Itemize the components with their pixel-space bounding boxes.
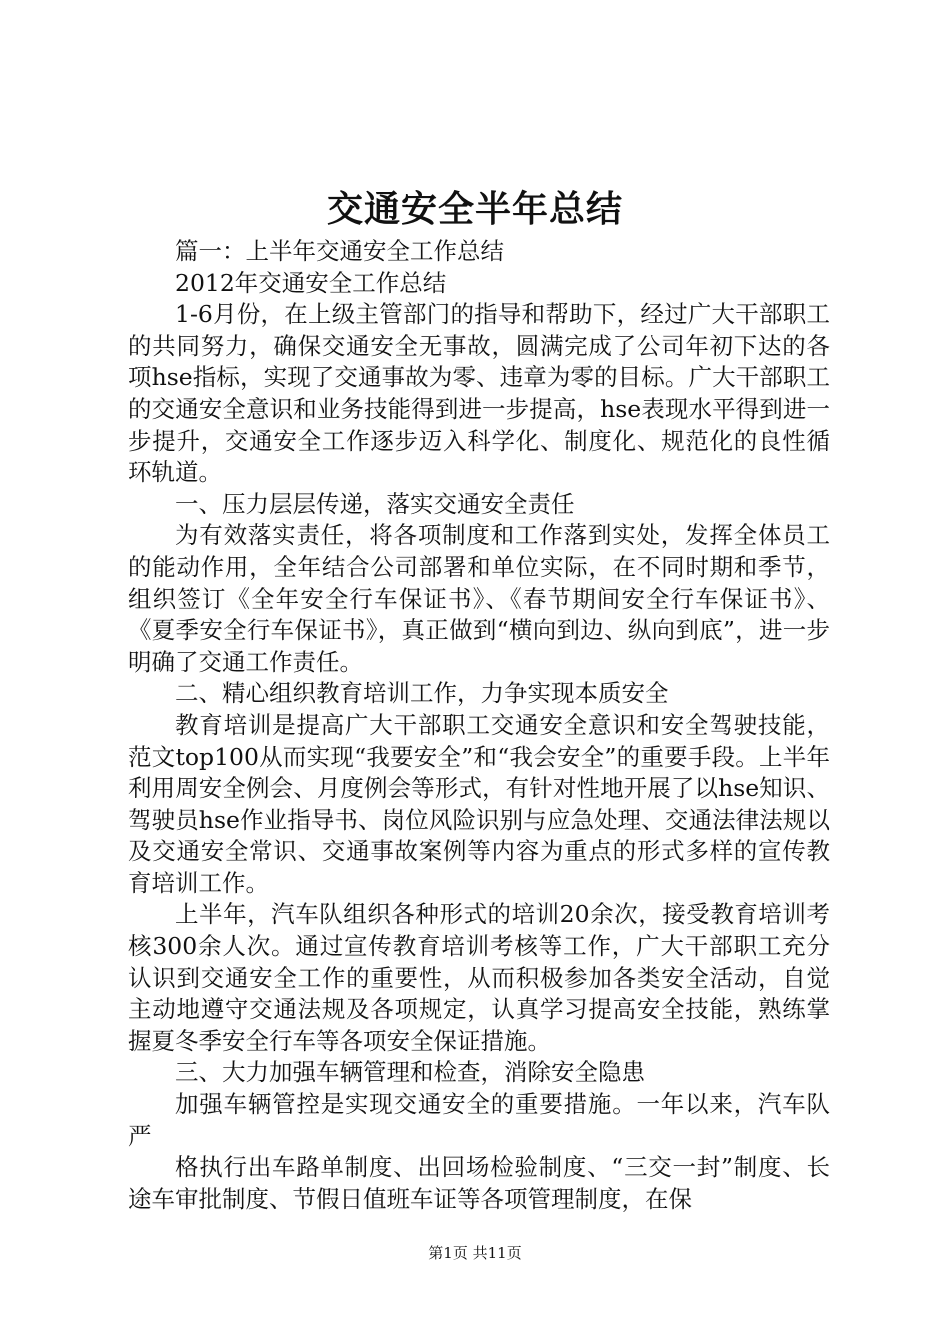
page-title: 交通安全半年总结 (326, 188, 623, 230)
body-paragraph: 加强车辆管控是实现交通安全的重要措施。一年以来，汽车队严 (128, 1090, 830, 1150)
section-heading: 二、精心组织教育培训工作，力争实现本质安全 (175, 679, 669, 708)
body-paragraph: 上半年，汽车队组织各种形式的培训20余次，接受教育培训考核300余人次。通过宣传教育培训考核等工作，广大干部职工充分认识到交通安全工作的重要性，从而积极参加各类安全活动，自觉主动地遵守交通法规及各项规定，认真学习提高安全技能，熟练掌握夏冬季安全行车等各项安全保证措施。 (128, 900, 830, 1055)
document-body (128, 236, 830, 1215)
page-footer: 第1页 共11页 (428, 1244, 522, 1262)
section-heading: 篇一：上半年交通安全工作总结 (175, 237, 504, 265)
section-heading: 一、压力层层传递，落实交通安全责任 (175, 489, 575, 518)
body-paragraph: 教育培训是提高广大干部职工交通安全意识和安全驾驶技能，范文top100从而实现“我要安全”和“我会安全”的重要手段。上半年利用周安全例会、月度例会等形式，有针对性地开展了以hse知识、驾驶员hse作业指导书、岗位风险识别与应急处理、交通法律法规以及交通安全常识、交通事故案例等内容为重点的形式多样的宣传教育培训工作。 (128, 710, 830, 897)
subtitle: 2012年交通安全工作总结 (175, 268, 447, 297)
section-heading: 三、大力加强车辆管理和检查，消除安全隐患 (175, 1058, 645, 1087)
body-paragraph: 为有效落实责任，将各项制度和工作落到实处，发挥全体员工的能动作用，全年结合公司部署和单位实际，在不同时期和季节，组织签订《全年安全行车保证书》、《春节期间安全行车保证书》、《夏季安全行车保证书》，真正做到“横向到边、纵向到底”，进一步明确了交通工作责任。 (128, 521, 830, 676)
body-paragraph: 格执行出车路单制度、出回场检验制度、“三交一封”制度、长途车审批制度、节假日值班车证等各项管理制度，在保 (128, 1153, 830, 1213)
body-paragraph: 1-6月份，在上级主管部门的指导和帮助下，经过广大干部职工的共同努力，确保交通安全无事故，圆满完成了公司年初下达的各项hse指标，实现了交通事故为零、违章为零的目标。广大干部职工的交通安全意识和业务技能得到进一步提高，hse表现水平得到进一步提升，交通安全工作逐步迈入科学化、制度化、规范化的良性循环轨道。 (128, 300, 830, 487)
